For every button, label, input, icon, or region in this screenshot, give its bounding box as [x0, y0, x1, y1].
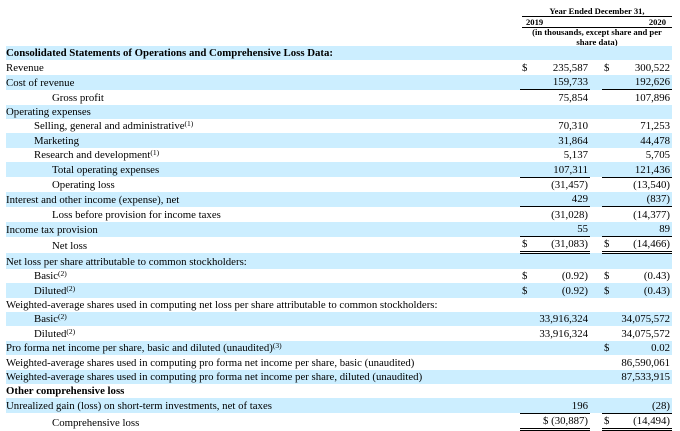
spacer	[590, 312, 602, 326]
row-label-text: Consolidated Statements of Operations and Comprehensive Loss Data:	[6, 47, 334, 60]
currency-2020	[602, 177, 616, 192]
row-label-text: Total operating expenses	[52, 164, 160, 177]
value-2019: 70,310	[558, 120, 588, 133]
currency-2020	[602, 192, 616, 207]
spacer	[590, 75, 602, 90]
row-label-text: Marketing	[34, 134, 79, 147]
currency-2020	[602, 207, 616, 222]
value-2019	[534, 298, 590, 312]
value-2019	[534, 355, 590, 369]
value-2020: 34,075,572	[616, 312, 672, 326]
row-label	[6, 341, 516, 355]
spacer	[590, 133, 602, 147]
currency-2020: $	[602, 413, 616, 429]
footnote-ref: (3)	[272, 341, 282, 351]
table-row	[6, 384, 672, 398]
value-2020	[616, 298, 672, 312]
table-row	[6, 370, 672, 384]
currency-2020	[602, 46, 616, 60]
row-label-text: Other comprehensive loss	[6, 385, 125, 398]
currency-2019: $	[522, 270, 528, 283]
table-row	[6, 326, 672, 340]
row-label-text: Weighted-average shares used in computing pro forma net income per share, basic (unaudited)	[6, 356, 415, 369]
currency-2019	[520, 207, 534, 222]
row-label	[6, 90, 516, 105]
table-row	[6, 192, 672, 207]
currency-2019	[520, 162, 534, 177]
row-label	[6, 413, 516, 429]
value-2020: (837)	[616, 192, 672, 207]
currency-2019	[520, 90, 534, 105]
footnote-ref: (2)	[58, 269, 67, 279]
spacer	[590, 269, 602, 283]
row-label	[6, 207, 516, 222]
spacer	[590, 119, 602, 133]
row-label	[6, 384, 516, 398]
row-label	[6, 119, 516, 133]
row-label-text: Net loss	[52, 239, 88, 252]
currency-2019	[520, 253, 534, 269]
value-2019: 33,916,324	[534, 312, 590, 326]
table-row	[6, 283, 672, 297]
value-2020: 44,478	[616, 133, 672, 147]
value-2019	[534, 384, 590, 398]
row-label-text: Weighted-average shares used in computing net loss per share attributable to common stockholders:	[6, 299, 438, 312]
currency-2020: $	[604, 270, 610, 283]
row-label-text: Selling, general and administrative	[34, 120, 185, 133]
row-label	[6, 370, 516, 384]
table-row	[6, 398, 672, 413]
row-label	[6, 133, 516, 147]
currency-2019	[520, 341, 534, 355]
value-2019: 55	[534, 222, 590, 237]
spacer	[590, 90, 602, 105]
row-label-text: Weighted-average shares used in computing pro forma net income per share, diluted (unaudited)	[6, 370, 423, 383]
row-label	[6, 222, 516, 237]
currency-2020: $	[602, 237, 616, 253]
currency-2019	[520, 326, 534, 340]
value-2019: (31,457)	[551, 178, 588, 191]
table-row	[6, 105, 672, 119]
financial-statement-table	[6, 46, 672, 431]
row-label	[6, 312, 516, 326]
row-label-text: Income tax provision	[6, 223, 98, 236]
row-label-text: Pro forma net income per share, basic and diluted (unaudited)	[6, 342, 273, 355]
currency-2020	[602, 370, 616, 384]
value-2019: (0.92)	[561, 270, 588, 283]
currency-2020	[602, 312, 616, 326]
table-row	[6, 119, 672, 133]
value-2019: (0.92)	[534, 283, 590, 297]
currency-2019: $	[520, 283, 534, 297]
row-label	[6, 283, 516, 297]
value-2020: 89	[616, 222, 672, 237]
value-2020: (14,377)	[633, 208, 670, 221]
spacer	[590, 341, 602, 355]
table-row	[6, 177, 672, 192]
currency-2019	[520, 148, 534, 162]
year-2020-label: 2020	[648, 17, 666, 27]
row-label-text: Unrealized gain (loss) on short-term investments, net of taxes	[6, 400, 272, 413]
currency-2019	[520, 177, 534, 192]
table-row	[6, 46, 672, 60]
table-row	[6, 341, 672, 355]
currency-2020	[602, 326, 616, 340]
value-2019: 31,864	[534, 133, 590, 147]
spacer	[590, 298, 602, 312]
currency-2019	[520, 192, 534, 207]
table-row	[6, 133, 672, 147]
row-label	[6, 46, 516, 60]
row-label-text: Basic	[34, 313, 58, 326]
row-label	[6, 298, 516, 312]
row-label-text: Research and development	[34, 149, 151, 162]
currency-2020	[602, 222, 616, 237]
value-2020	[616, 384, 672, 398]
table-row	[6, 312, 672, 326]
currency-2019	[520, 222, 534, 237]
value-2019: 33,916,324	[539, 327, 588, 340]
currency-2020	[602, 75, 616, 90]
spacer	[590, 46, 602, 60]
currency-2020	[602, 119, 616, 133]
currency-2019	[520, 119, 534, 133]
value-2020: 121,436	[616, 162, 672, 177]
row-label-text: Interest and other income (expense), net	[6, 193, 180, 206]
spacer	[590, 222, 602, 237]
value-2019	[534, 341, 590, 355]
row-label-text: Basic	[34, 270, 58, 283]
spacer	[590, 413, 602, 429]
value-2020	[616, 253, 672, 269]
value-2019: $ (30,887)	[534, 413, 590, 429]
currency-2020: $	[604, 61, 610, 74]
table-row	[6, 90, 672, 105]
row-label-text: Loss before provision for income taxes	[52, 208, 221, 221]
currency-2019	[520, 398, 534, 413]
currency-2020	[602, 398, 616, 413]
currency-2020	[602, 105, 616, 119]
spacer	[590, 148, 602, 162]
value-2019: (31,083)	[534, 237, 590, 253]
currency-2020	[602, 384, 616, 398]
table-row	[6, 75, 672, 90]
spacer	[590, 237, 602, 253]
row-label-text: Operating expenses	[6, 105, 91, 118]
row-label	[6, 398, 516, 413]
currency-2020	[602, 90, 616, 105]
row-label	[6, 269, 516, 283]
spacer	[590, 162, 602, 177]
row-label	[6, 105, 516, 119]
table-row	[6, 162, 672, 177]
value-2019	[534, 370, 590, 384]
row-label	[6, 60, 516, 74]
value-2020	[616, 46, 672, 60]
footnote-ref: (2)	[58, 312, 67, 322]
currency-2019	[520, 75, 534, 90]
value-2020: (13,540)	[633, 178, 670, 191]
value-2019	[534, 46, 590, 60]
table-row	[6, 207, 672, 222]
footnote-ref: (1)	[150, 148, 160, 158]
currency-2019	[520, 46, 534, 60]
spacer	[590, 355, 602, 369]
value-2019: 159,733	[534, 75, 590, 90]
currency-2020	[602, 253, 616, 269]
spacer	[590, 283, 602, 297]
currency-2019	[520, 298, 534, 312]
spacer	[590, 384, 602, 398]
currency-2019	[520, 370, 534, 384]
row-label-text: Diluted	[34, 327, 67, 340]
value-2020	[616, 105, 672, 119]
table-row	[6, 269, 672, 283]
value-2020: 0.02	[616, 341, 672, 355]
value-2019	[534, 105, 590, 119]
currency-2020	[602, 162, 616, 177]
currency-2019	[520, 384, 534, 398]
units-note: (in thousands, except share and per share data)	[532, 27, 662, 47]
currency-2020: $	[602, 341, 616, 355]
row-label-text: Net loss per share attributable to common stockholders:	[6, 255, 247, 268]
spacer	[590, 192, 602, 207]
currency-2020	[602, 298, 616, 312]
spacer	[590, 207, 602, 222]
value-2020: (0.43)	[643, 270, 670, 283]
spacer	[590, 177, 602, 192]
value-2020: 5,705	[645, 149, 670, 162]
spacer	[590, 326, 602, 340]
table-row	[6, 413, 672, 429]
row-label-text: Operating loss	[52, 178, 115, 191]
period-title: Year Ended December 31,	[522, 6, 672, 17]
row-label	[6, 253, 516, 269]
value-2020: 192,626	[616, 75, 672, 90]
value-2019: 429	[534, 192, 590, 207]
row-label-text: Gross profit	[52, 91, 104, 104]
currency-2019	[520, 413, 534, 429]
currency-2020: $	[602, 283, 616, 297]
value-2019: 235,587	[552, 61, 588, 74]
value-2019: 75,854	[558, 91, 588, 104]
table-row	[6, 355, 672, 369]
currency-2019	[520, 105, 534, 119]
footnote-ref: (2)	[66, 326, 76, 336]
value-2019: 5,137	[563, 149, 588, 162]
currency-2020	[602, 133, 616, 147]
value-2020: (28)	[616, 398, 672, 413]
currency-2020	[602, 148, 616, 162]
table-row	[6, 148, 672, 162]
row-label	[6, 75, 516, 90]
value-2020: 87,533,915	[616, 370, 672, 384]
currency-2019: $	[522, 61, 528, 74]
currency-2019	[520, 312, 534, 326]
value-2019: (31,028)	[551, 208, 588, 221]
value-2020: (0.43)	[616, 283, 672, 297]
spacer	[590, 253, 602, 269]
spacer	[590, 370, 602, 384]
currency-2019: $	[520, 237, 534, 253]
spacer	[590, 398, 602, 413]
value-2020: 86,590,061	[621, 356, 670, 369]
value-2020: 34,075,572	[621, 327, 670, 340]
value-2019	[534, 253, 590, 269]
table-row	[6, 60, 672, 74]
row-label	[6, 355, 516, 369]
footnote-ref: (1)	[184, 119, 194, 129]
value-2019: 107,311	[534, 162, 590, 177]
column-header	[522, 6, 672, 47]
table-row	[6, 237, 672, 253]
value-2020: (14,494)	[616, 413, 672, 429]
currency-2019	[520, 133, 534, 147]
year-2019-label: 2019	[526, 17, 544, 27]
row-label	[6, 177, 516, 192]
value-2020: 300,522	[634, 61, 670, 74]
table-row	[6, 298, 672, 312]
currency-2019	[520, 355, 534, 369]
row-label	[6, 192, 516, 207]
row-label-text: Revenue	[6, 61, 44, 74]
row-label	[6, 148, 516, 162]
value-2019: 196	[534, 398, 590, 413]
value-2020: 71,253	[640, 120, 670, 133]
value-2020: (14,466)	[616, 237, 672, 253]
table-row	[6, 253, 672, 269]
row-label-text: Cost of revenue	[6, 76, 75, 89]
value-2020: 107,896	[634, 91, 670, 104]
spacer	[590, 105, 602, 119]
row-label	[6, 162, 516, 177]
row-label	[6, 326, 516, 340]
row-label-text: Comprehensive loss	[52, 416, 140, 429]
currency-2020	[602, 355, 616, 369]
footnote-ref: (2)	[66, 283, 76, 293]
row-label	[6, 237, 516, 253]
spacer	[590, 60, 602, 74]
table-row	[6, 222, 672, 237]
row-label-text: Diluted	[34, 284, 67, 297]
